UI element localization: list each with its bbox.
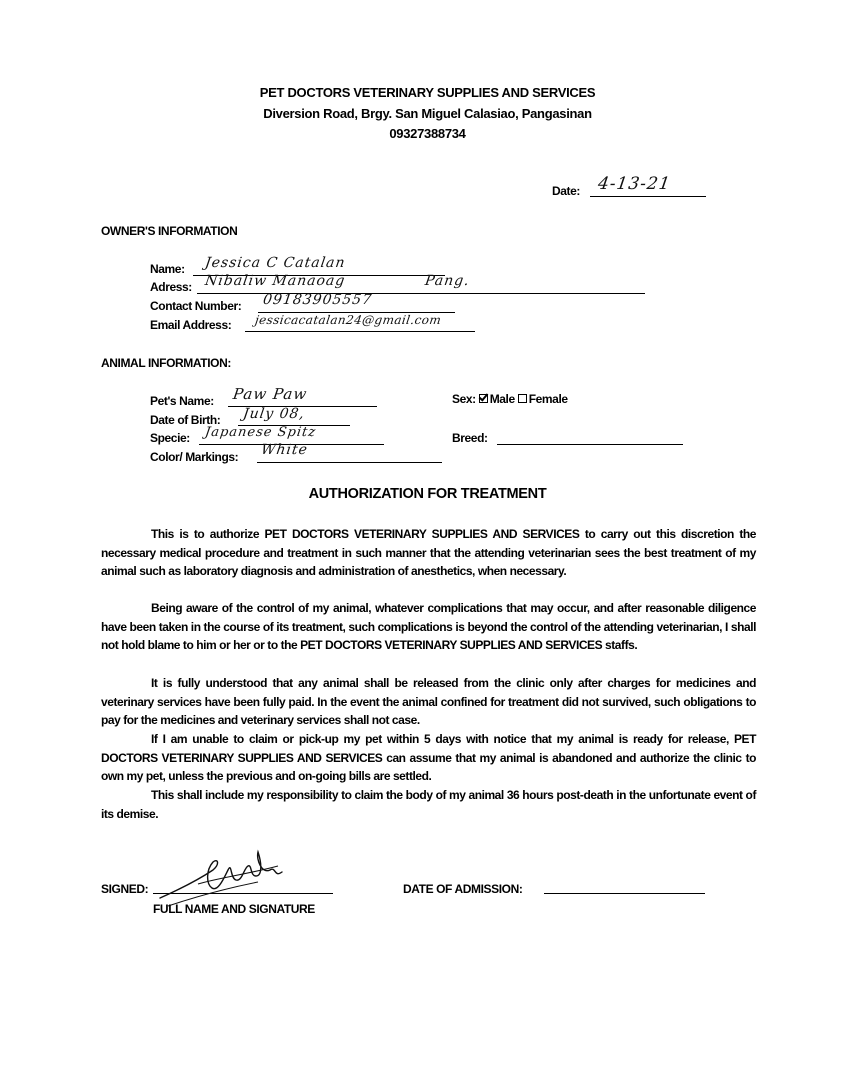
sex-label: Sex:	[452, 392, 476, 406]
business-name: PET DOCTORS VETERINARY SUPPLIES AND SERVICES	[259, 85, 596, 100]
sex-female-label: Female	[528, 392, 568, 406]
admission-date-field[interactable]	[544, 878, 705, 894]
authorization-paragraph-5: This shall include my responsibility to claim the body of my animal 36 hours post-death in the unfortunate event of its demise.	[101, 788, 756, 821]
owner-email-value: jessicacatalan24@gmail.com	[254, 313, 443, 327]
owner-email-label: Email Address:	[150, 318, 232, 332]
owner-address-value: Nibaliw Manaoag	[203, 273, 347, 289]
business-phone: 09327388734	[389, 126, 466, 141]
owner-section-title: OWNER'S INFORMATION	[101, 224, 238, 238]
sex-female-checkbox[interactable]	[518, 394, 527, 403]
sex-row	[452, 392, 568, 406]
authorization-paragraph-1: This is to authorize PET DOCTORS VETERINARY SUPPLIES AND SERVICES to carry out this discretion the necessary medical procedure and treatment in such manner that the attending veterinarian sees the best treatment of my animal such as laboratory diagnosis and administration of anesthetics, when necessary.	[101, 527, 756, 578]
owner-name-value: Jessica C Catalan	[203, 255, 347, 271]
pet-name-label: Pet's Name:	[150, 394, 214, 408]
owner-contact-label: Contact Number:	[150, 299, 242, 313]
sex-male-checkbox[interactable]	[479, 394, 488, 403]
authorization-title: AUTHORIZATION FOR TREATMENT	[308, 486, 547, 502]
breed-label: Breed:	[452, 431, 488, 445]
specie-value: Japanese Spitz	[203, 425, 318, 440]
owner-contact-value: 09183905557	[261, 292, 374, 308]
authorization-paragraph-3: It is fully understood that any animal shall be released from the clinic only after charges for medicines and veterinary services have been fully paid. In the event the animal confined for treatment did not survived, such obligations to pay for the medicines and veterinary services shall not case.	[101, 676, 756, 727]
owner-address-label: Adress:	[150, 280, 192, 294]
signed-label: SIGNED:	[101, 882, 149, 896]
business-address: Diversion Road, Brgy. San Miguel Calasiao, Pangasinan	[263, 106, 592, 121]
authorization-paragraph-2: Being aware of the control of my animal, whatever complications that may occur, and after reasonable diligence have been taken in the course of its treatment, such complications is beyond the control of the attending veterinarian, I shall not hold blame to him or her or to the PET DOCTORS VETERINARY SUPPLIES AND SERVICES staffs.	[101, 601, 756, 652]
date-label: Date:	[552, 184, 581, 198]
pet-name-value: Paw Paw	[231, 385, 309, 403]
owner-address-extra: Pang.	[423, 273, 471, 289]
dob-label: Date of Birth:	[150, 413, 221, 427]
dob-value: July 08,	[241, 406, 306, 422]
breed-field[interactable]	[497, 429, 683, 445]
sex-male-label: Male	[489, 392, 515, 406]
handwritten-signature	[158, 848, 288, 910]
signature-caption: FULL NAME AND SIGNATURE	[153, 902, 315, 916]
owner-name-label: Name:	[150, 262, 185, 276]
color-label: Color/ Markings:	[150, 450, 239, 464]
color-value: White	[259, 442, 309, 458]
authorization-paragraph-4: If I am unable to claim or pick-up my pet within 5 days with notice that my animal is ready for release, PET DOCTORS VETERINARY SUPPLIES AND SERVICES can assume that my animal is abandoned and authorize the clinic to own my pet, unless the previous and on-going bills are settled.	[101, 732, 756, 783]
date-value: 4-13-21	[596, 174, 673, 194]
specie-label: Specie:	[150, 431, 190, 445]
admission-date-label: DATE OF ADMISSION:	[403, 882, 523, 896]
animal-section-title: ANIMAL INFORMATION:	[101, 356, 231, 370]
